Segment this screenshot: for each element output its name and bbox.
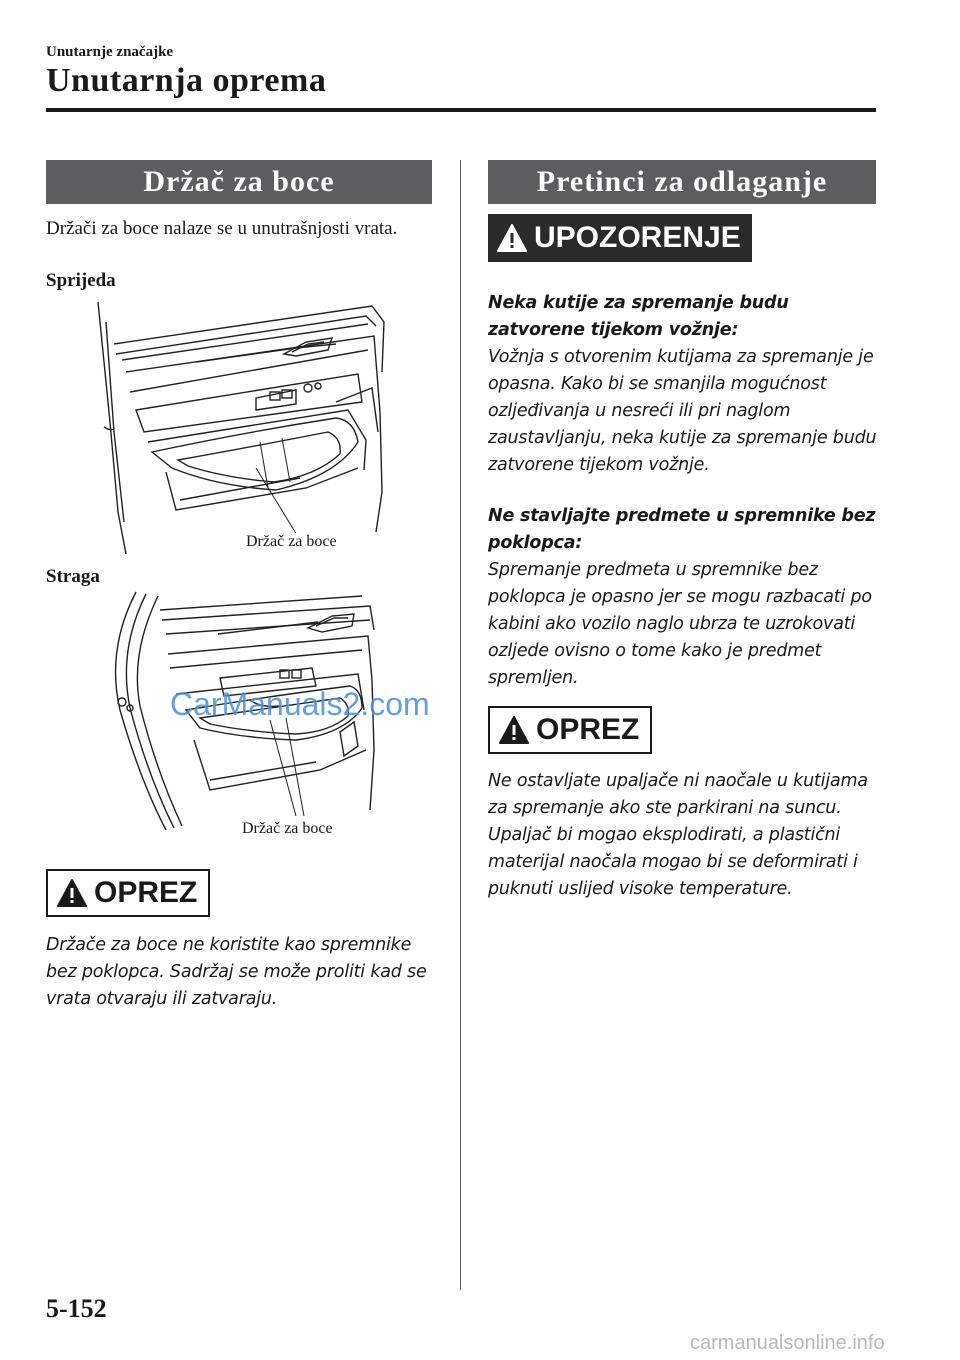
warning1-heading: Neka kutije za spremanje budu zatvorene tijekom vožnje: xyxy=(488,293,789,340)
warning2-text: Spremanje predmeta u spremnike bez poklopca je opasno jer se mogu razbacati po kabini ako vozilo naglo ubrza te uzrokovati ozljede ovisno o tome kako je predmet spremljen. xyxy=(488,560,872,688)
caution-label-left: OPREZ xyxy=(94,876,198,909)
bottle-holder-intro: Držači za boce nalaze se u unutrašnjosti vrata. xyxy=(46,218,398,239)
warning-label: UPOZORENJE xyxy=(534,221,741,254)
caution-text-left: Držače za boce ne koristite kao spremnike bez poklopca. Sadržaj se može proliti kad se vrata otvaraju ili zatvaraju. xyxy=(46,935,427,1009)
warning-triangle-icon xyxy=(496,223,528,253)
section-title-bottle-holder: Držač za boce xyxy=(46,160,432,204)
caution-badge-right xyxy=(488,706,652,754)
caution-badge-left xyxy=(46,869,210,917)
page-title: Unutarnja oprema xyxy=(46,62,327,99)
page-number: 5-152 xyxy=(46,1294,107,1323)
title-rule xyxy=(46,108,876,112)
warning1-text: Vožnja s otvorenim kutijama za spremanje je opasna. Kako bi se smanjila mogućnost ozljeđivanja u nesreći ili pri naglom zaustavljanju, neka kutije za spremanje budu zatvorene tijekom vožnje. xyxy=(488,347,877,475)
front-label: Sprijeda xyxy=(46,270,116,291)
caution-text-right: Ne ostavljate upaljače ni naočale u kutijama za spremanje ako ste parkirani na suncu. Upaljač bi mogao eksplodirati, a plastični materijal naočala mogao bi se deformirati i puknuti uslijed visoke temperature. xyxy=(488,771,868,899)
rear-label: Straga xyxy=(46,566,100,587)
watermark-text: CarManuals2.com xyxy=(170,686,430,722)
front-door-illustration xyxy=(96,292,396,554)
section-title-storage: Pretinci za odlaganje xyxy=(488,160,876,204)
warning-badge xyxy=(488,214,752,262)
front-caption: Držač za boce xyxy=(246,533,337,550)
caution-label-right: OPREZ xyxy=(536,713,640,746)
warning-triangle-icon xyxy=(56,878,88,908)
chapter-title: Unutarnje značajke xyxy=(46,44,174,60)
column-divider xyxy=(460,160,461,1290)
warning2-heading: Ne stavljajte predmete u spremnike bez poklopca: xyxy=(488,506,876,553)
warning-content xyxy=(488,290,880,692)
rear-caption: Držač za boce xyxy=(242,820,333,837)
warning-triangle-icon xyxy=(498,715,530,745)
footer-site-link[interactable]: carmanualsonline.info xyxy=(690,1332,885,1354)
